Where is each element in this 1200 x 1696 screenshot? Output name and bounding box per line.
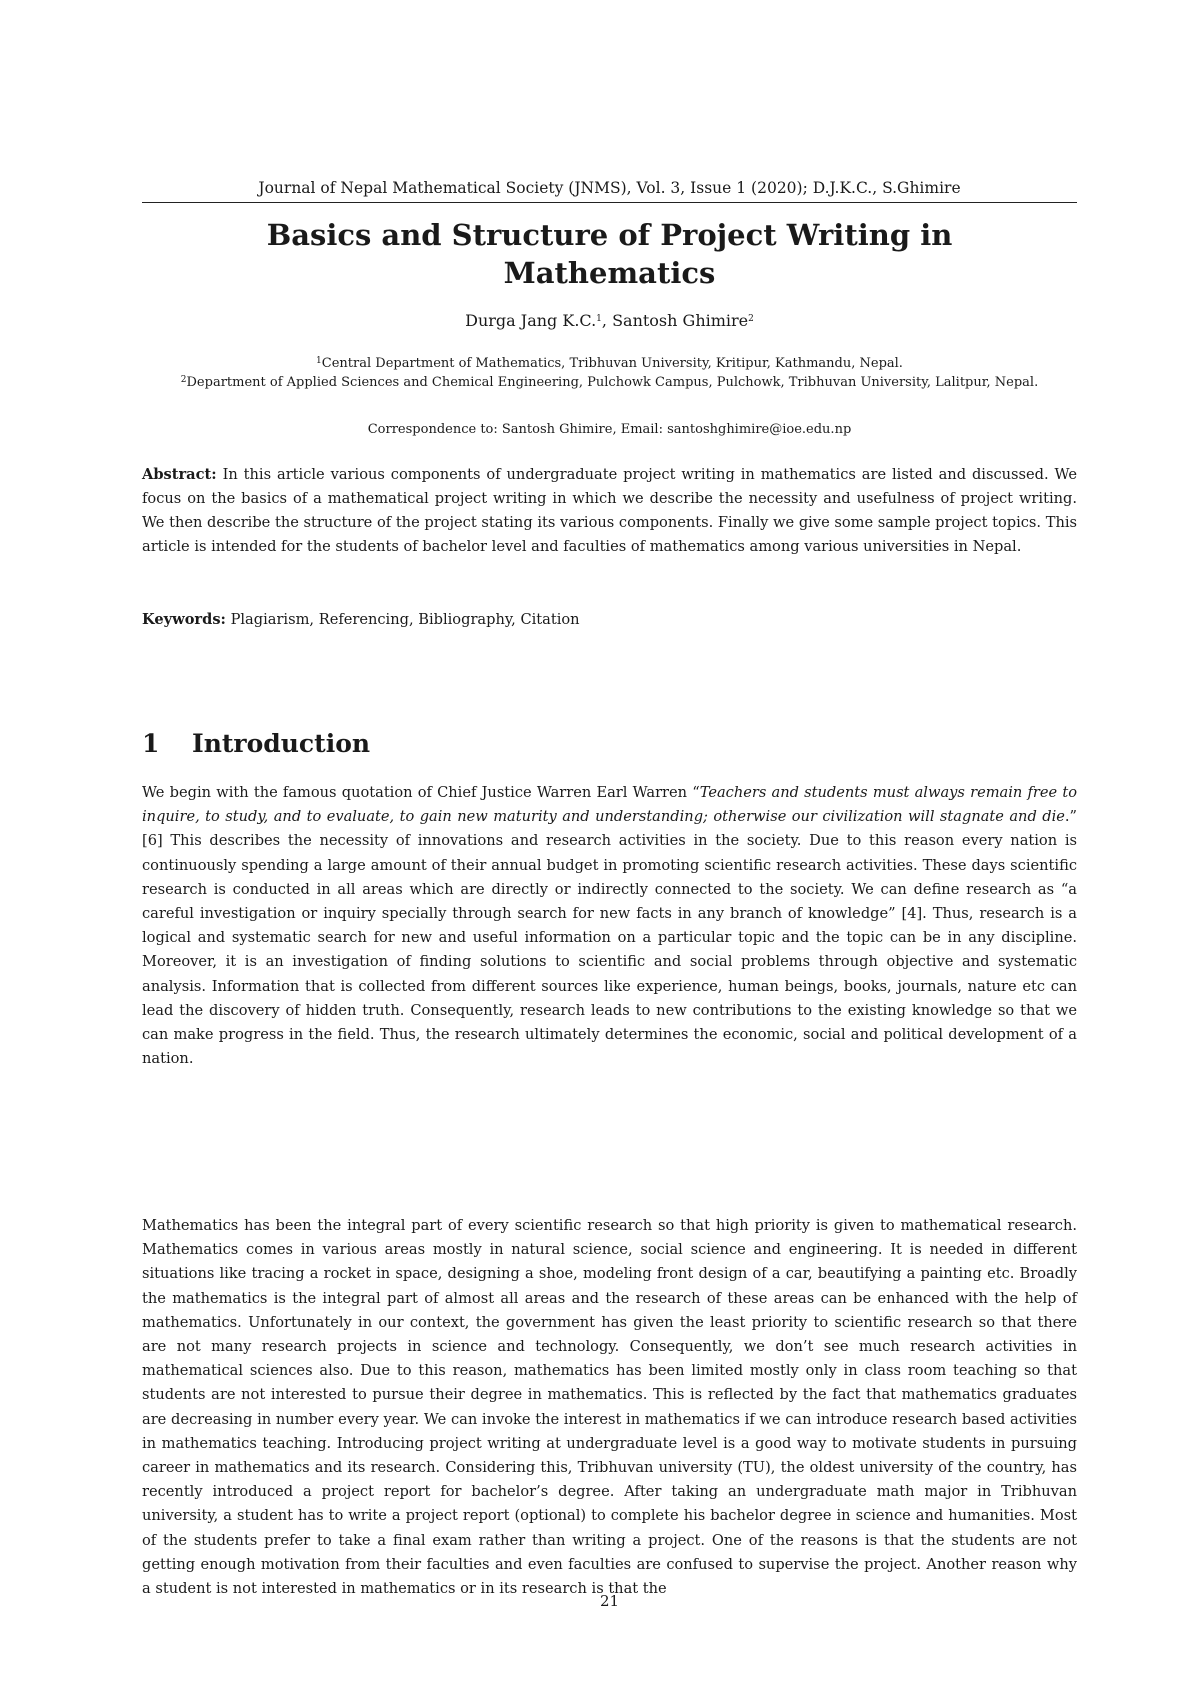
author-1-affil-mark: 1: [596, 314, 602, 324]
affiliation-2-text: Department of Applied Sciences and Chemical Engineering, Pulchowk Campus, Pulchowk, Tribhuvan University, Lalitpur, Nepal.: [186, 375, 1039, 390]
section-number: 1: [142, 729, 160, 758]
keywords: [142, 608, 1077, 632]
section-title: Introduction: [192, 729, 371, 758]
keywords-text: Plagiarism, Referencing, Bibliography, Citation: [230, 611, 580, 628]
abstract-text: In this article various components of undergraduate project writing in mathematics are listed and discussed. We focus on the basics of a mathematical project writing in which we describe the necessity and usefulness of project writing. We then describe the structure of the project stating its various components. Finally we give some sample project topics. This article is intended for the students of bachelor level and faculties of mathematics among various universities in Nepal.: [142, 466, 1077, 555]
page-number: 21: [599, 1592, 620, 1610]
title-line-2: Mathematics: [503, 256, 716, 290]
correspondence-line: Correspondence to: Santosh Ghimire, Email: santoshghimire@ioe.edu.np: [367, 422, 852, 437]
warren-quotation: Teachers and students must always remain free to inquire, to study, and to evaluate, to gain new maturity and understanding; otherwise our civilization will stagnate and die: [142, 784, 1077, 826]
abstract-label: Abstract:: [142, 466, 217, 483]
abstract: [142, 463, 1077, 559]
introduction-paragraph-2: Mathematics has been the integral part of every scientific research so that high priority is given to mathematical research. Mathematics comes in various areas mostly in natural science, social science and engineering. It is needed in different situations like tracing a rocket in space, designing a shoe, modeling front design of a car, beautifying a painting etc. Broadly the mathematics is the integral part of almost all areas and the research of these areas can be enhanced with the help of mathematics. Unfortunately in our context, the government has given the least priority to scientific research so that there are not many research projects in science and technology. Consequently, we don’t see much research activities in mathematical sciences also. Due to this reason, mathematics has been limited mostly only in class room teaching so that students are not interested to pursue their degree in mathematics. This is reflected by the fact that mathematics graduates are decreasing in number every year. We can invoke the interest in mathematics if we can introduce research based activities in mathematics teaching. Introducing project writing at undergraduate level is a good way to motivate students in pursuing career in mathematics and its research. Considering this, Tribhuvan university (TU), the oldest university of the country, has recently introduced a project report for bachelor’s degree. After taking an undergraduate math major in Tribhuvan university, a student has to write a project report (optional) to complete his bachelor degree in science and humanities. Most of the students prefer to take a final exam rather than writing a project. One of the reasons is that the students are not getting enough motivation from their faculties and even faculties are confused to supervise the project. Another reason why a student is not interested in mathematics or in its research is that the: [142, 1217, 1077, 1598]
paper-title: [142, 216, 1077, 292]
introduction-paragraph-1: [142, 781, 1077, 1071]
affiliation-1: [142, 354, 1077, 373]
section-heading-introduction: [142, 728, 370, 760]
affiliation-2: [142, 373, 1077, 392]
paragraph-1-body: .” [6] This describes the necessity of innovations and research activities in the society. Due to this reason every nation is continuously spending a large amount of their annual budget in promoting scientific research activities. These days scientific research is conducted in all areas which are directly or indirectly connected to the society. We can define research as “a careful investigation or inquiry specially through search for new facts in any branch of knowledge” [4]. Thus, research is a logical and systematic search for new and useful information on a particular topic and the topic can be in any discipline. Moreover, it is an investigation of finding solutions to scientific and social problems through objective and systematic analysis. Information that is collected from different sources like experience, human beings, books, journals, nature etc can lead the discovery of hidden truth. Consequently, research leads to new contributions to the existing knowledge so that we can make progress in the field. Thus, the research ultimately determines the economic, social and political development of a nation.: [142, 808, 1077, 1068]
affiliation-1-text: Central Department of Mathematics, Tribhuvan University, Kritipur, Kathmandu, Nepal.: [321, 356, 903, 371]
paragraph-1-opening: We begin with the famous quotation of Chief Justice Warren Earl Warren “: [142, 784, 700, 801]
author-2-affil-mark: 2: [748, 314, 754, 324]
running-header: Journal of Nepal Mathematical Society (JNMS), Vol. 3, Issue 1 (2020); D.J.K.C., S.Ghimire: [142, 178, 1077, 203]
author-list: [142, 310, 1077, 332]
keywords-label: Keywords:: [142, 611, 226, 628]
affiliations: [142, 354, 1077, 392]
author-separator: ,: [601, 311, 613, 330]
affiliation-2-mark: 2: [180, 375, 187, 385]
author-2: Santosh Ghimire: [612, 311, 749, 330]
affiliation-1-mark: 1: [316, 356, 322, 366]
title-line-1: Basics and Structure of Project Writing in: [266, 218, 953, 252]
author-1: Durga Jang K.C.: [465, 311, 597, 330]
